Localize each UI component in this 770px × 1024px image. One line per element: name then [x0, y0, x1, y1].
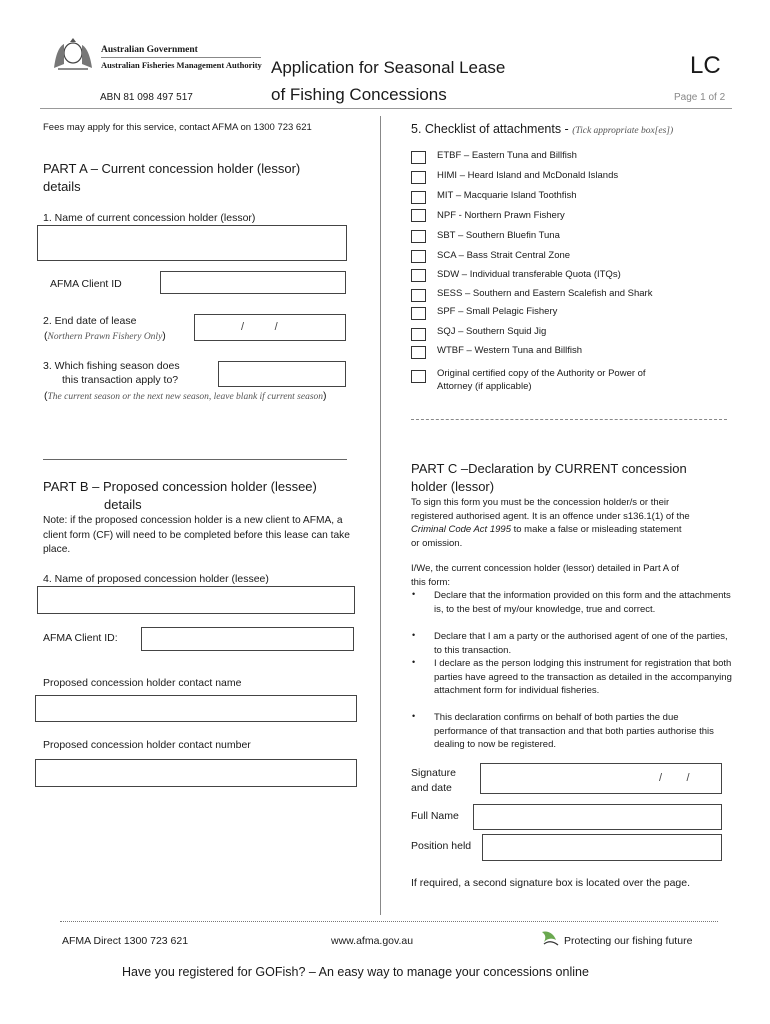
afma-client-id-label: AFMA Client ID [50, 278, 122, 290]
signature-label-line1: Signature [411, 767, 456, 779]
declaration-bullet-2: Declare that I am a party or the authorised agent of one of the parties, to this transaction. [434, 631, 728, 656]
checkbox-sbt[interactable] [411, 230, 426, 243]
form-title-line2: of Fishing Concessions [271, 85, 447, 104]
intro-line4: or omission. [411, 537, 463, 549]
footer-website[interactable]: www.afma.gov.au [331, 935, 414, 947]
gov-name-line2: Australian Fisheries Management Authority [101, 60, 262, 70]
q2-note-text: Northern Prawn Fishery Only [47, 332, 163, 342]
checklist-item-sbt: SBT – Southern Bluefin Tuna [437, 230, 560, 241]
checkbox-sqj[interactable] [411, 328, 426, 341]
q4-label: 4. Name of proposed concession holder (lessee) [43, 573, 269, 585]
date-separators: / / [241, 321, 278, 333]
checkbox-sca[interactable] [411, 250, 426, 263]
form-code: LC [690, 52, 721, 79]
checklist-item-mit: MIT – Macquarie Island Toothfish [437, 190, 577, 201]
part-a-heading-line2: details [43, 179, 81, 194]
afma-client-id-field[interactable] [160, 271, 346, 294]
signature-label-line2: and date [411, 782, 452, 794]
bullet-3: • [412, 657, 416, 667]
footer-divider [60, 921, 718, 922]
checklist-item-authority-line2: Attorney (if applicable) [437, 381, 532, 392]
part-c-heading [411, 460, 687, 496]
criminal-code-ref: Criminal Code Act 1995 [411, 524, 511, 535]
footer-phone: AFMA Direct 1300 723 621 [62, 935, 189, 947]
lessee-client-id-label: AFMA Client ID: [43, 632, 118, 644]
checkbox-etbf[interactable] [411, 151, 426, 164]
bullet-2: • [412, 630, 416, 640]
declaration-bullet-4: This declaration confirms on behalf of both parties the due performance of that transaction and that both parties authorise this dealing to now be registered. [434, 712, 714, 750]
full-name-field[interactable] [473, 804, 722, 830]
full-name-label: Full Name [411, 810, 459, 822]
checklist-heading-note: (Tick appropriate box[es]) [572, 126, 674, 136]
checkbox-authority[interactable] [411, 370, 426, 383]
checklist-item-himi: HIMI – Heard Island and McDonald Islands [437, 170, 619, 181]
q3-note: (The current season or the next new season, leave blank if current season) [44, 390, 327, 402]
coat-of-arms-logo [48, 38, 98, 72]
footer-tagline: Protecting our fishing future [564, 935, 693, 947]
checkbox-sdw[interactable] [411, 269, 426, 282]
gov-divider [101, 57, 261, 58]
signature-date-field[interactable] [480, 763, 722, 794]
part-a-divider [43, 459, 347, 460]
lessee-client-id-field[interactable] [141, 627, 354, 651]
page-info: Page 1 of 2 [674, 92, 726, 103]
lease-end-date-field[interactable] [194, 314, 346, 341]
signature-date-separators: / / [659, 772, 690, 784]
contact-number-field[interactable] [35, 759, 357, 787]
part-c-intro [411, 496, 741, 550]
part-c-heading-line2: holder (lessor) [411, 479, 495, 494]
declaration-line2: this form: [411, 576, 451, 588]
checklist-item-npf: NPF - Northern Prawn Fishery [437, 210, 565, 221]
checkbox-mit[interactable] [411, 191, 426, 204]
bullet-1: • [412, 589, 416, 599]
intro-line3-rest: to make a false or misleading statement [510, 524, 682, 535]
fishing-season-field[interactable] [218, 361, 346, 387]
checklist-heading-text: 5. Checklist of attachments - [411, 122, 569, 136]
checklist-item-spf: SPF – Small Pelagic Fishery [437, 306, 558, 317]
checkbox-spf[interactable] [411, 307, 426, 320]
declaration-line1: I/We, the current concession holder (lessor) detailed in Part A of [411, 563, 680, 574]
part-c-heading-line1: PART C –Declaration by CURRENT concession [411, 461, 687, 476]
current-holder-name-field[interactable] [37, 225, 347, 261]
header-divider [40, 108, 732, 109]
checklist-heading [411, 122, 673, 136]
part-b-heading [43, 478, 317, 514]
part-b-heading-line1: PART B – Proposed concession holder (lessee) [43, 479, 317, 494]
part-b-heading-line2: details [104, 497, 142, 512]
declaration-bullet-3: I declare as the person lodging this instrument for registration that both parties have agreed to the transaction as detailed in the accompanying attachment form for individual fisheries. [434, 658, 732, 696]
part-a-heading-line1: PART A – Current concession holder (lessor) [43, 161, 301, 176]
proposed-holder-name-field[interactable] [37, 586, 355, 614]
gov-name-line1: Australian Government [101, 45, 198, 55]
checklist-item-sess: SESS – Southern and Eastern Scalefish and Shark [437, 288, 653, 299]
bullet-4: • [412, 711, 416, 721]
gofish-banner: Have you registered for GOFish? – An easy way to manage your concessions online [122, 965, 589, 979]
checklist-item-authority-line1: Original certified copy of the Authority or Power of [437, 368, 646, 379]
checkbox-sess[interactable] [411, 289, 426, 302]
q1-label: 1. Name of current concession holder (lessor) [43, 212, 256, 224]
intro-line3 [411, 523, 741, 537]
intro-line1: To sign this form you must be the concession holder/s or their [411, 497, 670, 508]
abn-text: ABN 81 098 497 517 [100, 92, 193, 103]
part-b-note: Note: if the proposed concession holder is a new client to AFMA, a client form (CF) will need to be completed before this lease can take place. [43, 515, 350, 555]
contact-number-label: Proposed concession holder contact number [43, 739, 251, 751]
position-held-field[interactable] [482, 834, 722, 861]
intro-line2: registered authorised agent. It is an offence under s136.1(1) of the [411, 510, 690, 522]
q2-label: 2. End date of lease [43, 315, 137, 327]
signature-label [411, 766, 456, 796]
checklist-item-sca: SCA – Bass Strait Central Zone [437, 250, 571, 261]
q2-note: (Northern Prawn Fishery Only) [44, 330, 166, 342]
checkbox-himi[interactable] [411, 171, 426, 184]
form-title-line1: Application for Seasonal Lease [271, 58, 506, 77]
checklist-item-wtbf: WTBF – Western Tuna and Billfish [437, 345, 583, 356]
fees-note: Fees may apply for this service, contact AFMA on 1300 723 621 [43, 122, 312, 133]
checklist-item-sqj: SQJ – Southern Squid Jig [437, 326, 547, 337]
position-held-label: Position held [411, 840, 472, 852]
afma-leaf-icon [540, 928, 560, 950]
checklist-item-etbf: ETBF – Eastern Tuna and Billfish [437, 150, 577, 161]
column-divider [380, 116, 381, 915]
checklist-item-sdw: SDW – Individual transferable Quota (ITQs) [437, 269, 621, 280]
contact-name-label: Proposed concession holder contact name [43, 677, 242, 689]
checklist-divider [411, 419, 727, 420]
second-signature-note: If required, a second signature box is located over the page. [411, 877, 691, 889]
contact-name-field[interactable] [35, 695, 357, 722]
declaration-bullet-1: Declare that the information provided on this form and the attachments is, to the best of my/our knowledge, true and correct. [434, 590, 731, 615]
declaration-intro [411, 562, 741, 589]
q3-label-line1: 3. Which fishing season does [43, 360, 180, 372]
checkbox-wtbf[interactable] [411, 346, 426, 359]
part-a-heading [43, 160, 300, 196]
q3-label-line2: this transaction apply to? [62, 374, 179, 386]
q3-note-text: The current season or the next new season, leave blank if current season [47, 392, 324, 402]
checkbox-npf[interactable] [411, 209, 426, 222]
